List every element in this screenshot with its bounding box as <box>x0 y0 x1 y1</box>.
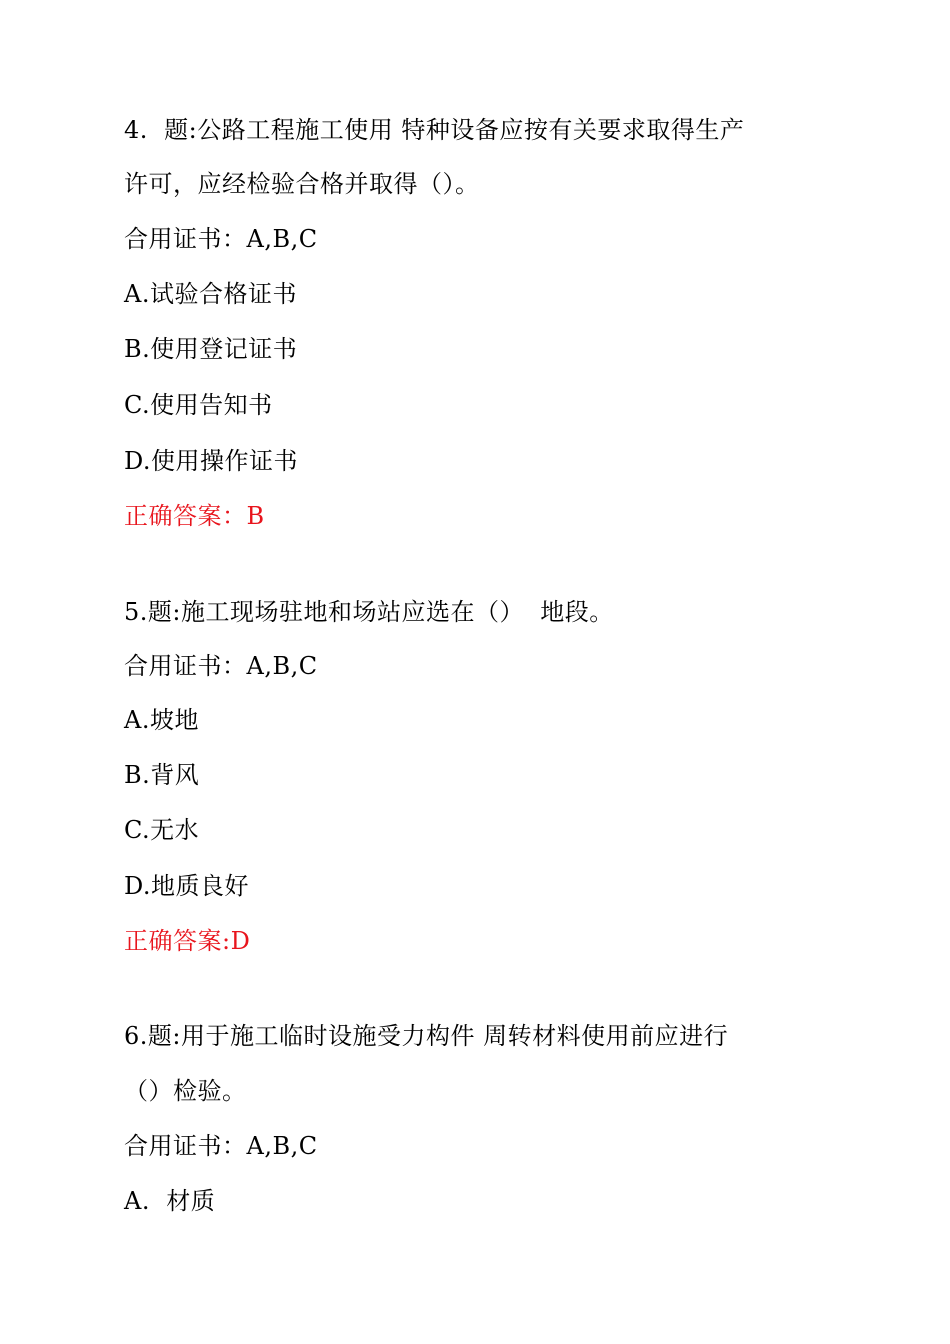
question-4-answer: 正确答案：B <box>124 502 265 530</box>
question-4-stem-line-1: 4. 题:公路工程施工使用 特种设备应按有关要求取得生产 <box>124 116 745 144</box>
question-6-stem-line-1: 6.题:用于施工临时设施受力构件 周转材料使用前应进行 <box>124 1022 729 1050</box>
question-4-stem-line-2: 许可，应经检验合格并取得（）。 <box>124 170 480 198</box>
question-4-option-b: B.使用登记证书 <box>124 335 298 363</box>
question-5-stem-line-1: 5.题:施工现场驻地和场站应选在（） 地段。 <box>124 598 614 626</box>
question-5-answer: 正确答案:D <box>124 927 251 955</box>
question-6-option-a: A. 材质 <box>124 1187 216 1215</box>
question-5-option-b: B.背风 <box>124 761 200 789</box>
question-6-stem-line-2: （）检验。 <box>124 1077 247 1105</box>
question-4-option-c: C.使用告知书 <box>124 391 273 419</box>
question-5-option-a: A.坡地 <box>124 706 199 734</box>
question-5-certificate: 合用证书：A,B,C <box>124 652 318 680</box>
question-4-option-a: A.试验合格证书 <box>124 280 297 308</box>
question-6-certificate: 合用证书：A,B,C <box>124 1132 318 1160</box>
question-4-certificate: 合用证书：A,B,C <box>124 225 318 253</box>
question-5-option-d: D.地质良好 <box>124 872 250 900</box>
question-4-option-d: D.使用操作证书 <box>124 447 299 475</box>
question-5-option-c: C.无水 <box>124 816 200 844</box>
